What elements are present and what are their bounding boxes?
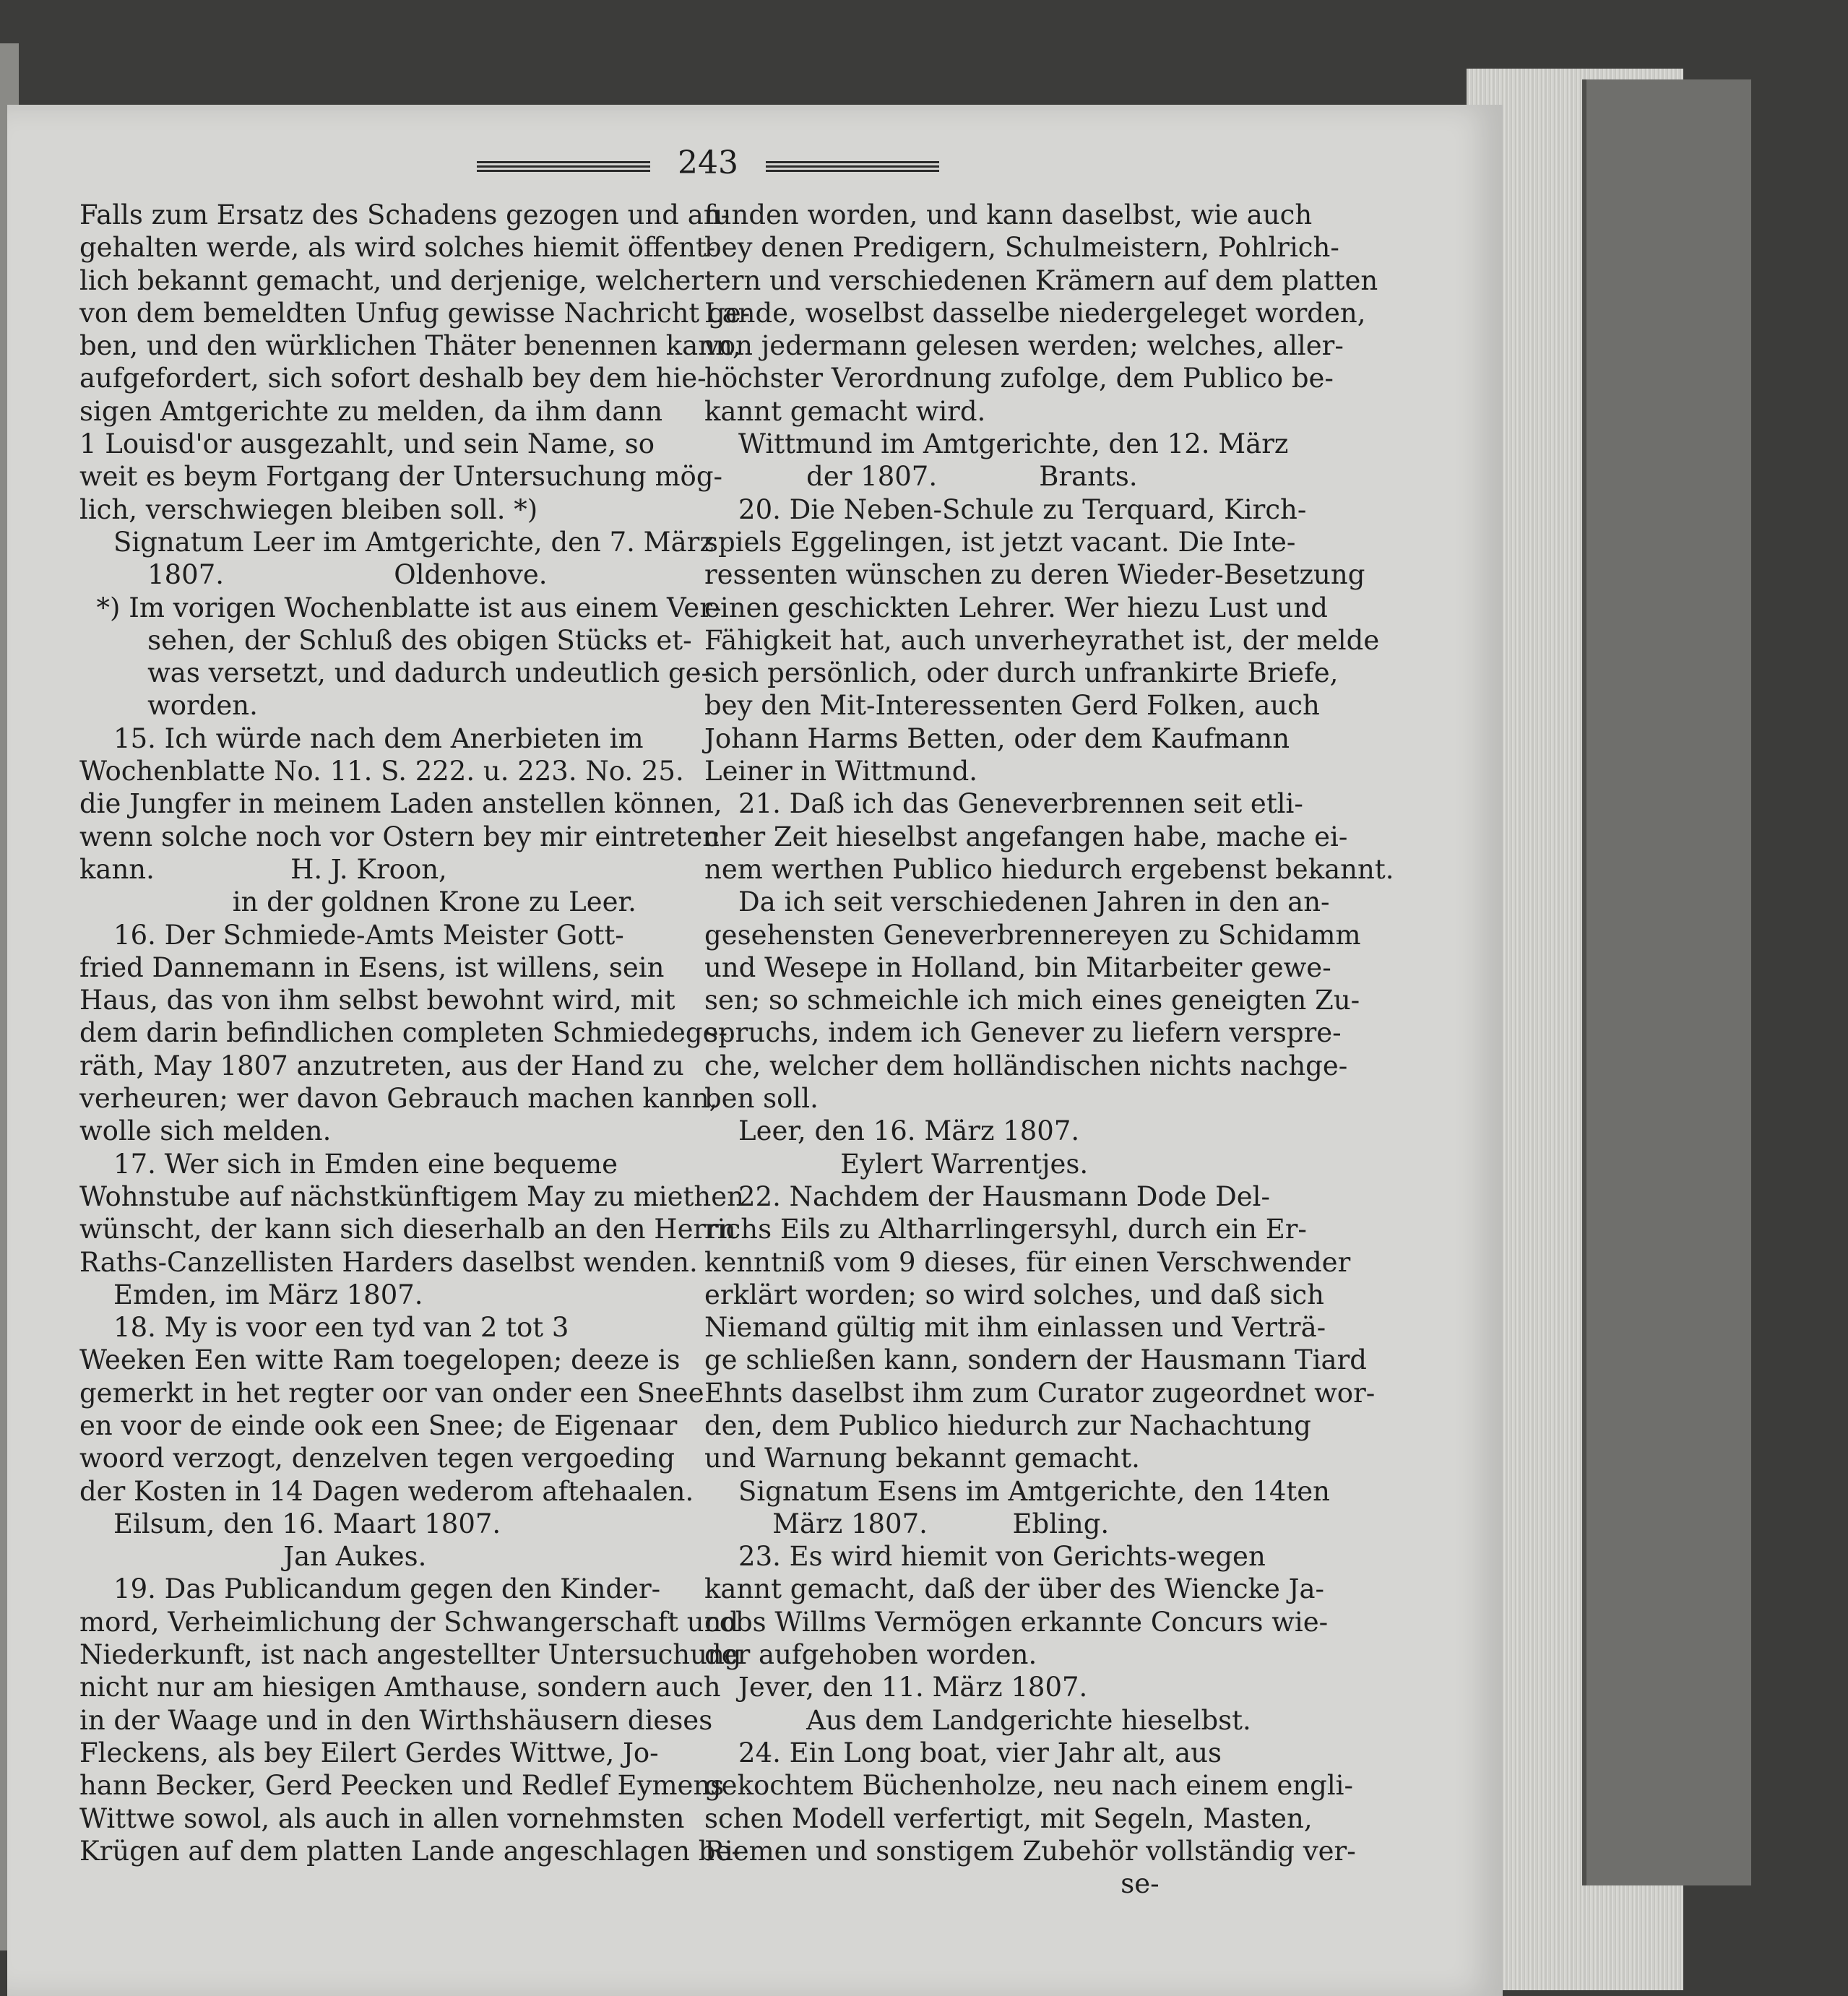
text-line: funden worden, und kann daselbst, wie auch: [704, 199, 1313, 230]
text-line: sen; so schmeichle ich mich eines geneigten Zu-: [704, 985, 1360, 1016]
text-line: Lande, woselbst dasselbe niedergeleget worden,: [704, 297, 1366, 329]
text-line: kannt gemacht wird.: [704, 395, 986, 427]
text-line: spiels Eggelingen, ist jetzt vacant. Die Inte-: [704, 526, 1296, 558]
text-line: erklärt worden; so wird solches, und daß sich: [704, 1279, 1324, 1310]
text-line: kann. H. J. Kroon,: [79, 853, 447, 885]
text-line: se-: [704, 1868, 1160, 1900]
text-line: räth, May 1807 anzutreten, aus der Hand zu: [79, 1050, 684, 1081]
text-line: 16. Der Schmiede-Amts Meister Gott-: [79, 919, 624, 951]
text-line: bey den Mit-Interessenten Gerd Folken, auch: [704, 690, 1320, 722]
text-line: lich, verschwiegen bleiben soll. *): [79, 493, 538, 525]
text-line: Niemand gültig mit ihm einlassen und Verträ-: [704, 1312, 1326, 1344]
text-line: fried Dannemann in Esens, ist willens, sein: [79, 951, 665, 983]
text-line: von dem bemeldten Unfug gewisse Nachricht ge-: [79, 297, 751, 329]
text-line: richs Eils zu Altharrlingersyhl, durch ein Er-: [704, 1214, 1307, 1245]
text-line: Leer, den 16. März 1807.: [704, 1115, 1080, 1147]
text-line: Signatum Leer im Amtgerichte, den 7. März: [79, 526, 714, 558]
text-line: 15. Ich würde nach dem Anerbieten im: [79, 722, 644, 754]
text-line: hann Becker, Gerd Peecken und Redlef Eymens: [79, 1770, 725, 1802]
text-line: Fleckens, als bey Eilert Gerdes Wittwe, Jo-: [79, 1737, 659, 1768]
text-line: worden.: [79, 690, 258, 722]
text-line: Fähigkeit hat, auch unverheyrathet ist, der melde: [704, 624, 1380, 656]
text-line: gemerkt in het regter oor van onder een Snee: [79, 1377, 704, 1409]
text-line: kenntniß vom 9 dieses, für einen Verschwender: [704, 1246, 1351, 1278]
text-line: Weeken Een witte Ram toegelopen; deeze is: [79, 1344, 681, 1376]
text-line: 19. Das Publicandum gegen den Kinder-: [79, 1573, 661, 1605]
text-line: Ehnts daselbst ihm zum Curator zugeordnet wor-: [704, 1377, 1376, 1409]
text-line: aufgefordert, sich sofort deshalb bey dem hie-: [79, 363, 707, 394]
text-line: 17. Wer sich in Emden eine bequeme: [79, 1148, 618, 1180]
text-line: Haus, das von ihm selbst bewohnt wird, mit: [79, 985, 675, 1016]
text-line: Falls zum Ersatz des Schadens gezogen und an-: [79, 199, 730, 230]
book-page: [7, 105, 1503, 1996]
text-line: wünscht, der kann sich dieserhalb an den Herrn: [79, 1214, 736, 1245]
text-line: 23. Es wird hiemit von Gerichts-wegen: [704, 1541, 1266, 1573]
text-line: che, welcher dem holländischen nichts nachge-: [704, 1050, 1348, 1081]
text-line: Aus dem Landgerichte hieselbst.: [704, 1704, 1251, 1736]
text-line: spruchs, indem ich Genever zu liefern verspre-: [704, 1017, 1342, 1049]
text-line: Niederkunft, ist nach angestellter Untersuchung: [79, 1639, 742, 1671]
text-line: en voor de einde ook een Snee; de Eigenaar: [79, 1409, 678, 1441]
right-cover: [1582, 79, 1751, 1885]
text-line: gekochtem Büchenholze, neu nach einem engli-: [704, 1770, 1353, 1802]
text-line: sehen, der Schluß des obigen Stücks et-: [79, 624, 692, 656]
text-line: Riemen und sonstigem Zubehör vollständig ver-: [704, 1835, 1356, 1867]
header-rule-right: [766, 160, 939, 172]
text-line: 1 Louisd'or ausgezahlt, und sein Name, so: [79, 428, 655, 460]
text-line: Jever, den 11. März 1807.: [704, 1672, 1088, 1703]
text-line: 21. Daß ich das Geneverbrennen seit etli-: [704, 788, 1303, 820]
text-line: Signatum Esens im Amtgerichte, den 14ten: [704, 1475, 1330, 1507]
text-line: sigen Amtgerichte zu melden, da ihm dann: [79, 395, 663, 427]
text-line: der aufgehoben worden.: [704, 1639, 1037, 1671]
text-line: Johann Harms Betten, oder dem Kaufmann: [704, 722, 1290, 754]
text-line: Wittmund im Amtgerichte, den 12. März: [704, 428, 1289, 460]
text-line: ressenten wünschen zu deren Wieder-Besetzung: [704, 559, 1365, 591]
text-line: dem darin befindlichen completen Schmiedege-: [79, 1017, 727, 1049]
text-line: Krügen auf dem platten Lande angeschlagen be-: [79, 1835, 741, 1867]
text-line: tern und verschiedenen Krämern auf dem platten: [704, 264, 1378, 296]
text-line: in der Waage und in den Wirthshäusern dieses: [79, 1704, 713, 1736]
right-column: [704, 199, 1394, 1900]
text-line: ben, und den würklichen Thäter benennen kann,: [79, 330, 741, 362]
text-line: gesehensten Geneverbrennereyen zu Schidamm: [704, 919, 1361, 951]
text-line: mord, Verheimlichung der Schwangerschaft und: [79, 1606, 739, 1638]
text-line: der Kosten in 14 Dagen wederom aftehaalen.: [79, 1475, 694, 1507]
text-line: gehalten werde, als wird solches hiemit öffent-: [79, 232, 716, 264]
text-line: verheuren; wer davon Gebrauch machen kann,: [79, 1083, 718, 1115]
left-column: [79, 199, 751, 1867]
text-line: höchster Verordnung zufolge, dem Publico be-: [704, 363, 1334, 394]
text-line: Emden, im März 1807.: [79, 1279, 423, 1310]
text-line: der 1807. Brants.: [704, 461, 1138, 493]
text-line: Da ich seit verschiedenen Jahren in den an-: [704, 886, 1330, 918]
text-line: bey denen Predigern, Schulmeistern, Pohlrich-: [704, 232, 1339, 264]
text-line: Wittwe sowol, als auch in allen vornehmsten: [79, 1802, 685, 1834]
text-line: ge schließen kann, sondern der Hausmann Tiard: [704, 1344, 1367, 1376]
text-line: und Wesepe in Holland, bin Mitarbeiter gewe-: [704, 951, 1331, 983]
page-number: 243: [678, 144, 738, 181]
text-line: kannt gemacht, daß der über des Wiencke Ja-: [704, 1573, 1325, 1605]
text-line: den, dem Publico hiedurch zur Nachachtung: [704, 1409, 1311, 1441]
text-line: woord verzogt, denzelven tegen vergoeding: [79, 1443, 675, 1474]
text-line: März 1807. Ebling.: [704, 1508, 1110, 1539]
text-line: cobs Willms Vermögen erkannte Concurs wie-: [704, 1606, 1329, 1638]
text-line: Wohnstube auf nächstkünftigem May zu miethen: [79, 1180, 744, 1212]
text-line: 1807. Oldenhove.: [79, 559, 548, 591]
text-line: nem werthen Publico hiedurch ergebenst bekannt.: [704, 853, 1394, 885]
text-line: 20. Die Neben-Schule zu Terquard, Kirch-: [704, 493, 1307, 525]
text-line: lich bekannt gemacht, und derjenige, welcher: [79, 264, 704, 296]
text-line: wolle sich melden.: [79, 1115, 332, 1147]
text-line: Eilsum, den 16. Maart 1807.: [79, 1508, 501, 1539]
text-line: Eylert Warrentjes.: [704, 1148, 1089, 1180]
text-line: 24. Ein Long boat, vier Jahr alt, aus: [704, 1737, 1222, 1768]
text-line: 18. My is voor een tyd van 2 tot 3: [79, 1312, 569, 1344]
text-line: nicht nur am hiesigen Amthause, sondern auch: [79, 1672, 721, 1703]
text-line: weit es beym Fortgang der Untersuchung mög-: [79, 461, 723, 493]
text-line: einen geschickten Lehrer. Wer hiezu Lust und: [704, 592, 1328, 623]
text-line: Raths-Canzellisten Harders daselbst wenden.: [79, 1246, 698, 1278]
text-line: Jan Aukes.: [79, 1541, 427, 1573]
text-line: wenn solche noch vor Ostern bey mir eintreten: [79, 821, 720, 852]
text-line: von jedermann gelesen werden; welches, aller-: [704, 330, 1344, 362]
text-line: die Jungfer in meinem Laden anstellen können,: [79, 788, 722, 820]
text-line: in der goldnen Krone zu Leer.: [79, 886, 636, 918]
text-line: sich persönlich, oder durch unfrankirte Briefe,: [704, 657, 1339, 689]
text-line: was versetzt, und dadurch undeutlich ge-: [79, 657, 711, 689]
text-line: schen Modell verfertigt, mit Segeln, Masten,: [704, 1802, 1313, 1834]
text-line: cher Zeit hieselbst angefangen habe, mache ei-: [704, 821, 1348, 852]
page-header: [477, 144, 939, 188]
text-line: Wochenblatte No. 11. S. 222. u. 223. No. 25.: [79, 756, 684, 787]
text-line: ben soll.: [704, 1083, 819, 1115]
text-line: und Warnung bekannt gemacht.: [704, 1443, 1140, 1474]
text-line: 22. Nachdem der Hausmann Dode Del-: [704, 1180, 1270, 1212]
text-line: Leiner in Wittmund.: [704, 756, 978, 787]
text-line: *) Im vorigen Wochenblatte ist aus einem Ver-: [79, 592, 722, 623]
